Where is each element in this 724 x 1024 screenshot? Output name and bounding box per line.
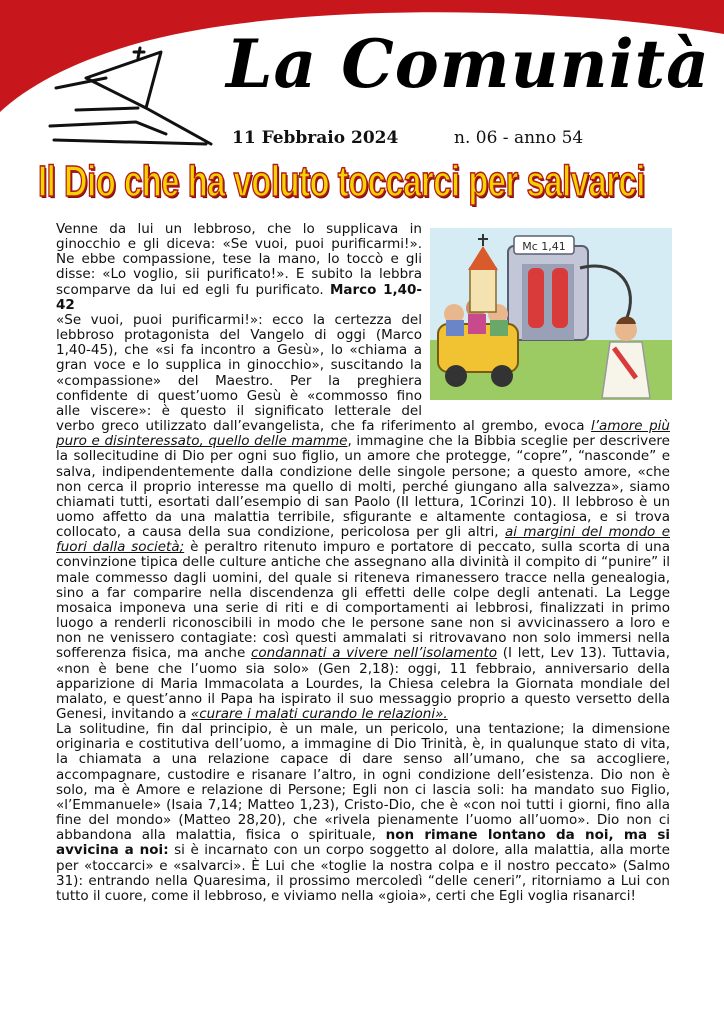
issue-date: 11 Febbraio 2024 — [232, 128, 399, 148]
masthead-title: La Comunità — [226, 25, 710, 103]
emphasis-not-far: non rimane lontano da noi, ma si avvicina a noi: — [56, 827, 670, 859]
article-body — [56, 222, 670, 992]
emphasis-relations: «curare i malati curando le relazioni». — [190, 706, 448, 722]
headline: Il Dio che ha voluto toccarci per salvarci — [38, 157, 645, 206]
paragraph-1-text-a: «Se vuoi, puoi purificarmi!»: ecco la certezza del lebbroso protagonista del Vangelo di oggi (Marco 1,40-45), che «si fa incontro a Gesù», lo «chiama a gran voce e lo supplica in ginocchio», suscitando la «compassione» del Maestro. Per la preghiera confidente di quest’uomo Gesù è «commosso fino alle viscere»: è questo il significato letterale del verbo greco utilizzato dall’evangelista, che fa riferimento al grembo, evoca — [56, 311, 585, 435]
article-paragraph-2 — [56, 722, 670, 904]
emphasis-isolation: condannati a vivere nell’isolamento — [251, 645, 498, 662]
emphasis-mothers-love: l’amore più puro e disinteressato, quello delle mamme — [56, 418, 670, 450]
paragraph-2-text-b: si è incarnato con un corpo soggetto al dolore, alla malattia, alla morte per «toccarci» e «salvarci». È Lui che «toglie la nostra colpa e il nostro peccato» (Salmo 31): entrando nella Quaresima, il prossimo mercoledì “delle ceneri”, ritorniamo a Lui con tutto il cuore, come il lebbroso, e viviamo nella «gioia», certi che Egli voglia risanarci! — [56, 842, 670, 904]
paragraph-1-text-c: è peraltro ritenuto impuro e portatore di peccato, sulla scorta di una convinzione tipica delle culture antiche che assegnano alla divinità il compito di “punire” il male commesso dagli uomini, del quale si riteneva rimanessero tracce nella genealogia, sino a far comparire nella discendenza gli effetti delle colpe degli antenati. La Legge mosaica imponeva una serie di riti e di comportamenti ai lebbrosi, finalizzati in primo luogo a renderli riconoscibili in modo che le persone sane non si avvicinassero a loro e non ne venissero contagiate: così questi ammalati si ritrovavano non solo immersi nella sofferenza fisica, ma anche — [56, 539, 670, 662]
paragraph-1-text-b: , immagine che la Bibbia sceglie per descrivere la sollecitudine di Dio per ogni suo figlio, un amore che protegge, “copre”, “nasconde” e salva, indipendentemente dalla condizione delle singole persone; a questo amore, «che non cerca il proprio interesse ma quello di molti, perché giungano alla salvezza», siamo chiamati tutti, esortati dall’esempio di san Paolo (II lettura, 1Corinzi 10). Il lebbroso è un uomo affetto da una malattia terribile, sfigurante e altamente contagiosa, e si trova collocato, a causa della sua condizione, pericolosa per gli altri, — [56, 433, 670, 541]
gospel-text: Venne da lui un lebbroso, che lo supplicava in ginocchio e gli diceva: «Se vuoi, puoi purificarmi!». Ne ebbe compassione, tese la mano, lo toccò e gli disse: «Lo voglio, sii purificato!». E subito la lebbra scomparve da lui ed egli fu purificato. — [56, 221, 422, 298]
illustration-spacer — [422, 222, 670, 405]
paragraph-1-text-d: (I lett, Lev 13). Tuttavia, «non è bene che l’uomo sia solo» (Gen 2,18): oggi, 11 febbraio, anniversario della apparizione di Maria Immacolata a Lourdes, la Chiesa celebra la Giornata mondiale del malato, e quest’anno il Papa ha ispirato il suo messaggio proprio a questo versetto della Genesi, invitando a — [56, 645, 670, 722]
church-logo-icon — [46, 48, 226, 148]
illustration-caption: Mc 1,41 — [522, 240, 566, 253]
emphasis-margins: ai margini del mondo e fuori dalla società; — [56, 524, 671, 556]
paragraph-2-text-a: La solitudine, fin dal principio, è un male, un pericolo, una tentazione; la dimensione originaria e costitutiva dell’uomo, a immagine di Dio Trinità, è, in qualunque stato di vita, la chiamata a una relazione capace di dare senso all’umano, che sa accogliere, accompagnare, custodire e risanare l’altro, in ogni condizione dell’esistenza. Dio non è solo, ma è Amore e relazione di Persone; Egli non ci lascia soli: ha mandato suo Figlio, «l’Emmanuele» (Isaia 7,14; Matteo 1,23), Cristo-Dio, che è «con noi tutti i giorni, fino alla fine del mondo» (Matteo 28,20), che «rivela pienamente l’uomo all’uomo». Dio non ci abbandona alla malattia, fisica o spirituale, — [56, 721, 670, 844]
gospel-reference: Marco 1,40-42 — [56, 281, 422, 313]
issue-number: n. 06 - anno 54 — [454, 128, 584, 148]
